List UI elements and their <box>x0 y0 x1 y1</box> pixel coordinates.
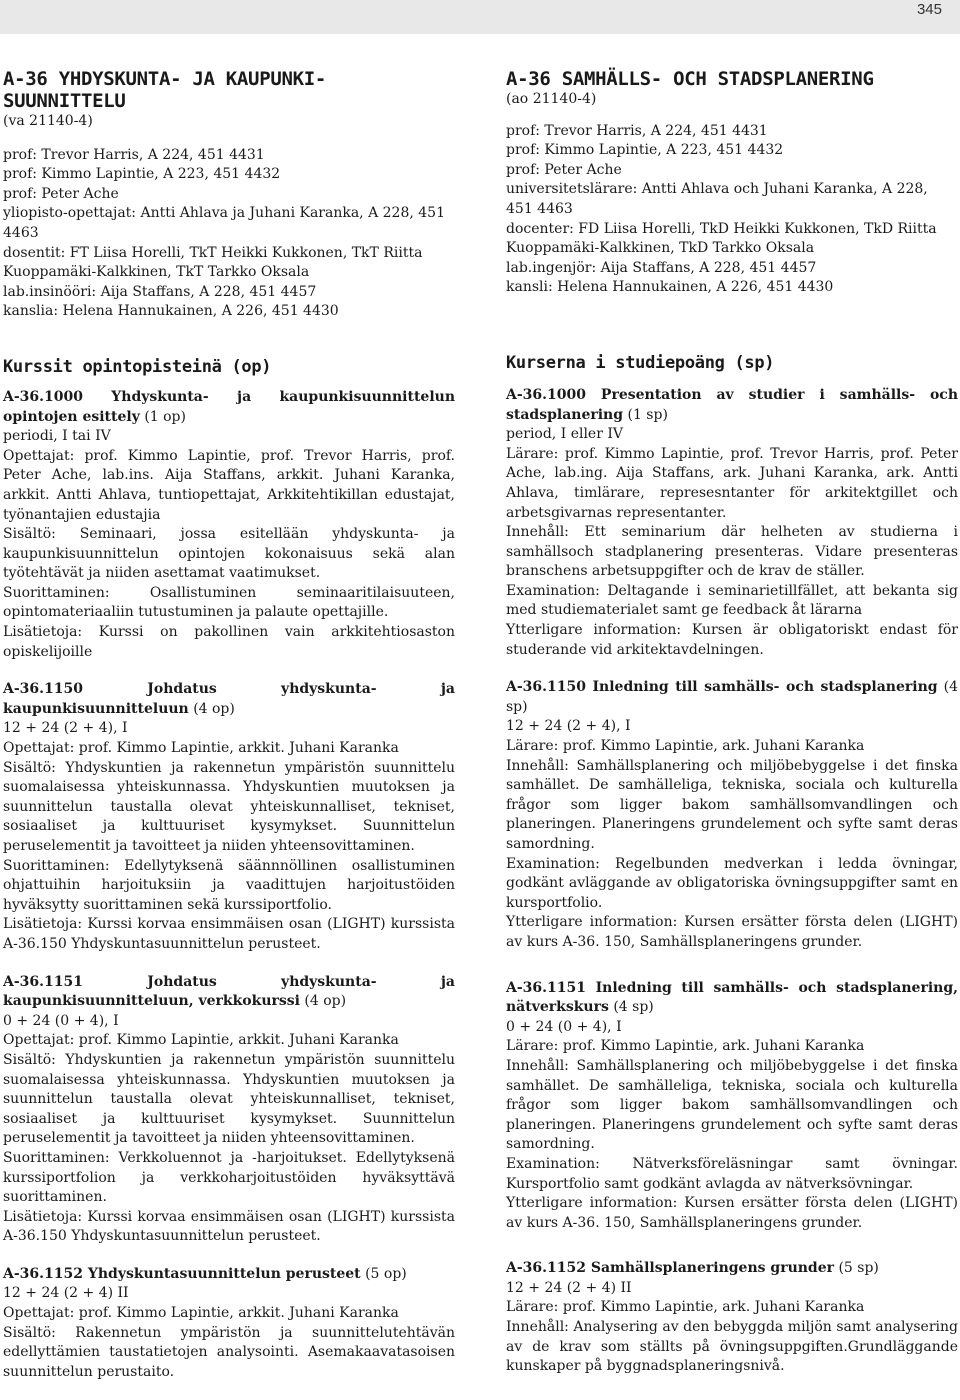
staff-line: prof: Kimmo Lapintie, A 223, 451 4432 <box>506 142 784 159</box>
course-line: Suorittaminen: Osallistuminen seminaaritilaisuuteen, opintomateriaaliin tutustuminen ja palaute opettajille. <box>3 584 455 621</box>
staff-line: prof: Trevor Harris, A 224, 451 4431 <box>3 146 265 163</box>
course-line: Sisältö: Yhdyskuntien ja rakennetun ympäristön suunnittelu suomalaisessa yhteiskunnassa. Yhdyskuntien muutoksen ja suunnittelun taustalla olevat yhteiskunnalliset, tekniset, sosiaaliset ja kulttuuriset kysymykset. Suunnittelun peruselementit ja tavoitteet ja niiden yhteensovittaminen. <box>3 1051 455 1147</box>
course-line: Suorittaminen: Verkkoluennot ja -harjoitukset. Edellytyksenä kurssiportfolion ja verkkoharjoitustöiden hyväksyttävä suorittaminen. <box>3 1149 455 1206</box>
course-line: Opettajat: prof. Kimmo Lapintie, arkkit. Juhani Karanka <box>3 740 399 757</box>
course-line: Innehåll: Analysering av den bebyggda miljön samt analysering av de krav som ställts på övningsuppgiften.Grundläggande kunskaper på byggnadsplaneringsnivå. <box>506 1319 958 1375</box>
courses-heading: Kurssit opintopisteinä (op) <box>3 356 272 377</box>
course-line: Ytterligare information: Kursen ersätter första delen (LIGHT) av kurs A-36. 150, Samhällsplaneringens grunder. <box>506 914 958 950</box>
course-line: Innehåll: Ett seminarium där helheten av studierna i samhällsoch stadplanering presenteras. Vidare presenteras branschens arbetsuppgifter och de krav de ställer. <box>506 524 958 580</box>
page-number: 345 <box>916 1 942 18</box>
course-title: A-36.1152 Samhällsplaneringens grunder <box>506 1260 834 1277</box>
course-credits: (4 sp) <box>613 999 654 1016</box>
swedish-column <box>506 68 958 1395</box>
course-line: Lisätietoja: Kurssi korvaa ensimmäisen osan (LIGHT) kurssista A-36.150 Yhdyskuntasuunnittelun perusteet. <box>3 916 455 952</box>
course-line: Opettajat: prof. Kimmo Lapintie, arkkit. Juhani Karanka <box>3 1032 399 1049</box>
course-block <box>506 386 958 660</box>
staff-line: docenter: FD Liisa Horelli, TkD Heikki Kukkonen, TkD Riitta Kuoppamäki-Kalkkinen, TkD Tarkko Oksala <box>506 220 937 257</box>
course-line: Lärare: prof. Kimmo Lapintie, prof. Trevor Harris, prof. Peter Ache, lab.ing. Aija Staffans, ark. Juhani Karanka, ark. Antti Ahlava, timlärare, represesntanter för arkitektgillet och arbetsgivarnas representanter. <box>506 445 958 521</box>
course-title: A-36.1151 Johdatus yhdyskunta- ja kaupunkisuunnitteluun, verkkokurssi <box>3 973 455 1010</box>
course-line: 0 + 24 (0 + 4), I <box>506 1018 622 1035</box>
course-block <box>3 1265 455 1383</box>
course-line: Ytterligare information: Kursen ersätter första delen (LIGHT) av kurs A-36. 150, Samhällsplaneringens grunder. <box>506 1195 958 1231</box>
course-line: Examination: Nätverksföreläsningar samt övningar. Kursportfolio samt godkänt avlagda av nätverksövningar. <box>506 1155 958 1192</box>
staff-line: dosentit: FT Liisa Horelli, TkT Heikki Kukkonen, TkT Riitta Kuoppamäki-Kalkkinen, TkT Tarkko Oksala <box>3 244 423 281</box>
course-line: Innehåll: Samhällsplanering och miljöbebyggelse i det finska samhället. De samhälleliga, tekniska, sociala och kulturella frågor som ligger bakom samhällsomvandlingen och planeringen. Planeringens grundelement och syfte samt deras samordning. <box>506 1057 958 1153</box>
course-block <box>3 973 455 1247</box>
course-line: Opettajat: prof. Kimmo Lapintie, prof. Trevor Harris, prof. Peter Ache, lab.ins. Aija Staffans, arkkit. Juhani Karanka, arkkit. Antti Ahlava, tuntiopettajat, Arkkitehtikillan edustajat, työnantajien edustajia <box>3 447 455 523</box>
course-block <box>3 680 455 954</box>
course-line: Lisätietoja: Kurssi on pakollinen vain arkkitehtiosaston opiskelijoille <box>3 624 455 660</box>
staff-line: prof: Peter Ache <box>3 185 119 202</box>
department-code: (va 21140-4) <box>3 113 93 129</box>
course-line: Examination: Regelbunden medverkan i ledda övningar, godkänt avläggande av obligatoriska övningsuppgifter samt en kursportfolio. <box>506 855 958 911</box>
staff-line: lab.insinööri: Aija Staffans, A 228, 451 4457 <box>3 283 317 300</box>
staff-line: kanslia: Helena Hannukainen, A 226, 451 4430 <box>3 303 339 320</box>
staff-line: universitetslärare: Antti Ahlava och Juhani Karanka, A 228, 451 4463 <box>506 181 928 217</box>
courses-heading: Kurserna i studiepoäng (sp) <box>506 352 775 373</box>
department-heading: A-36 YHDYSKUNTA- JA KAUPUNKI-SUUNNITTELU <box>3 68 327 112</box>
staff-line: prof: Trevor Harris, A 224, 451 4431 <box>506 122 768 139</box>
course-credits: (1 sp) <box>627 406 668 423</box>
course-line: Sisältö: Yhdyskuntien ja rakennetun ympäristön suunnittelu suomalaisessa yhteiskunnassa. Yhdyskuntien muutoksen ja suunnittelun taustalla olevat yhteiskunnalliset, tekniset, sosiaaliset ja kulttuuriset kysymykset. Suunnittelun peruselementit ja tavoitteet ja niiden yhteensovittaminen. <box>3 759 455 854</box>
course-line: Lisätietoja: Kurssi korvaa ensimmäisen osan (LIGHT) kurssista A-36.150 Yhdyskuntasuunnittelun perusteet. <box>3 1208 455 1245</box>
course-credits: (4 sp) <box>506 679 958 715</box>
course-title: A-36.1150 Johdatus yhdyskunta- ja kaupunkisuunnitteluun <box>3 681 455 717</box>
course-block <box>506 979 958 1234</box>
course-credits: (5 op) <box>365 1265 407 1282</box>
course-line: 12 + 24 (2 + 4), I <box>506 718 631 735</box>
course-title: A-36.1150 Inledning till samhälls- och stadsplanering <box>506 679 938 696</box>
staff-line: prof: Kimmo Lapintie, A 223, 451 4432 <box>3 166 281 183</box>
course-line: Innehåll: Samhällsplanering och miljöbebyggelse i det finska samhället. De samhälleliga, tekniska, sociala och kulturella frågor som ligger bakom samhällsomvandlingen och planeringen. Planeringens grundelement och syfte samt deras samordning. <box>506 757 958 852</box>
course-line: periodi, I tai IV <box>3 428 111 445</box>
course-line: 12 + 24 (2 + 4), I <box>3 720 128 737</box>
course-line: Suorittaminen: Edellytyksenä säännnöllinen osallistuminen ohjattuihin harjoituksiin ja vaadittujen harjoitustöiden hyväksytty suorittaminen sekä kurssiportfolio. <box>3 857 455 913</box>
course-line: 12 + 24 (2 + 4) II <box>3 1285 129 1302</box>
course-title: A-36.1152 Yhdyskuntasuunnittelun perusteet <box>3 1265 361 1282</box>
course-block <box>506 678 958 952</box>
finnish-column <box>3 68 455 1400</box>
staff-line: prof: Peter Ache <box>506 161 622 178</box>
staff-line: lab.ingenjör: Aija Staffans, A 228, 451 4457 <box>506 259 817 276</box>
staff-line: yliopisto-opettajat: Antti Ahlava ja Juhani Karanka, A 228, 451 4463 <box>3 205 445 241</box>
course-line: Ytterligare information: Kursen är obligatoriskt endast för studerande vid arkitektavdelningen. <box>506 622 958 658</box>
course-line: Lärare: prof. Kimmo Lapintie, ark. Juhani Karanka <box>506 1299 865 1316</box>
course-line: 12 + 24 (2 + 4) II <box>506 1279 632 1296</box>
course-block <box>506 1259 958 1377</box>
course-credits: (4 op) <box>193 700 235 717</box>
course-credits: (1 op) <box>144 408 186 425</box>
page-header-bar <box>0 0 960 34</box>
course-credits: (4 op) <box>304 993 347 1010</box>
course-title: A-36.1000 Presentation av studier i samhälls- och stadsplanering <box>506 386 958 423</box>
course-line: period, I eller IV <box>506 426 623 443</box>
course-line: Sisältö: Rakennetun ympäristön ja suunnittelutehtävän edellyttämien taustatietojen analysointi. Asemakaavatasoisen suunnittelun perustaito. <box>3 1324 455 1380</box>
course-line: Sisältö: Seminaari, jossa esitellään yhdyskunta- ja kaupunkisuunnittelun opintojen kokonaisuus sekä alan työtehtävät ja niiden asettamat vaatimukset. <box>3 526 455 582</box>
course-line: Lärare: prof. Kimmo Lapintie, ark. Juhani Karanka <box>506 738 865 755</box>
department-heading: A-36 SAMHÄLLS- OCH STADSPLANERING <box>506 68 874 90</box>
course-line: Lärare: prof. Kimmo Lapintie, ark. Juhani Karanka <box>506 1038 865 1055</box>
course-credits: (5 sp) <box>838 1260 879 1277</box>
staff-line: kansli: Helena Hannukainen, A 226, 451 4430 <box>506 279 834 296</box>
department-code: (ao 21140-4) <box>506 91 597 107</box>
staff-list <box>3 146 455 322</box>
staff-list <box>506 122 958 298</box>
course-line: 0 + 24 (0 + 4), I <box>3 1012 119 1029</box>
course-line: Examination: Deltagande i seminarietillfället, att bekanta sig med studiematerialet samt ge feedback åt lärarna <box>506 582 958 619</box>
course-title: A-36.1000 Yhdyskunta- ja kaupunkisuunnittelun opintojen esittely <box>3 388 455 425</box>
course-line: Opettajat: prof. Kimmo Lapintie, arkkit. Juhani Karanka <box>3 1305 399 1322</box>
course-title: A-36.1151 Inledning till samhälls- och stadsplanering, nätverkskurs <box>506 979 958 1016</box>
course-block <box>3 388 455 662</box>
